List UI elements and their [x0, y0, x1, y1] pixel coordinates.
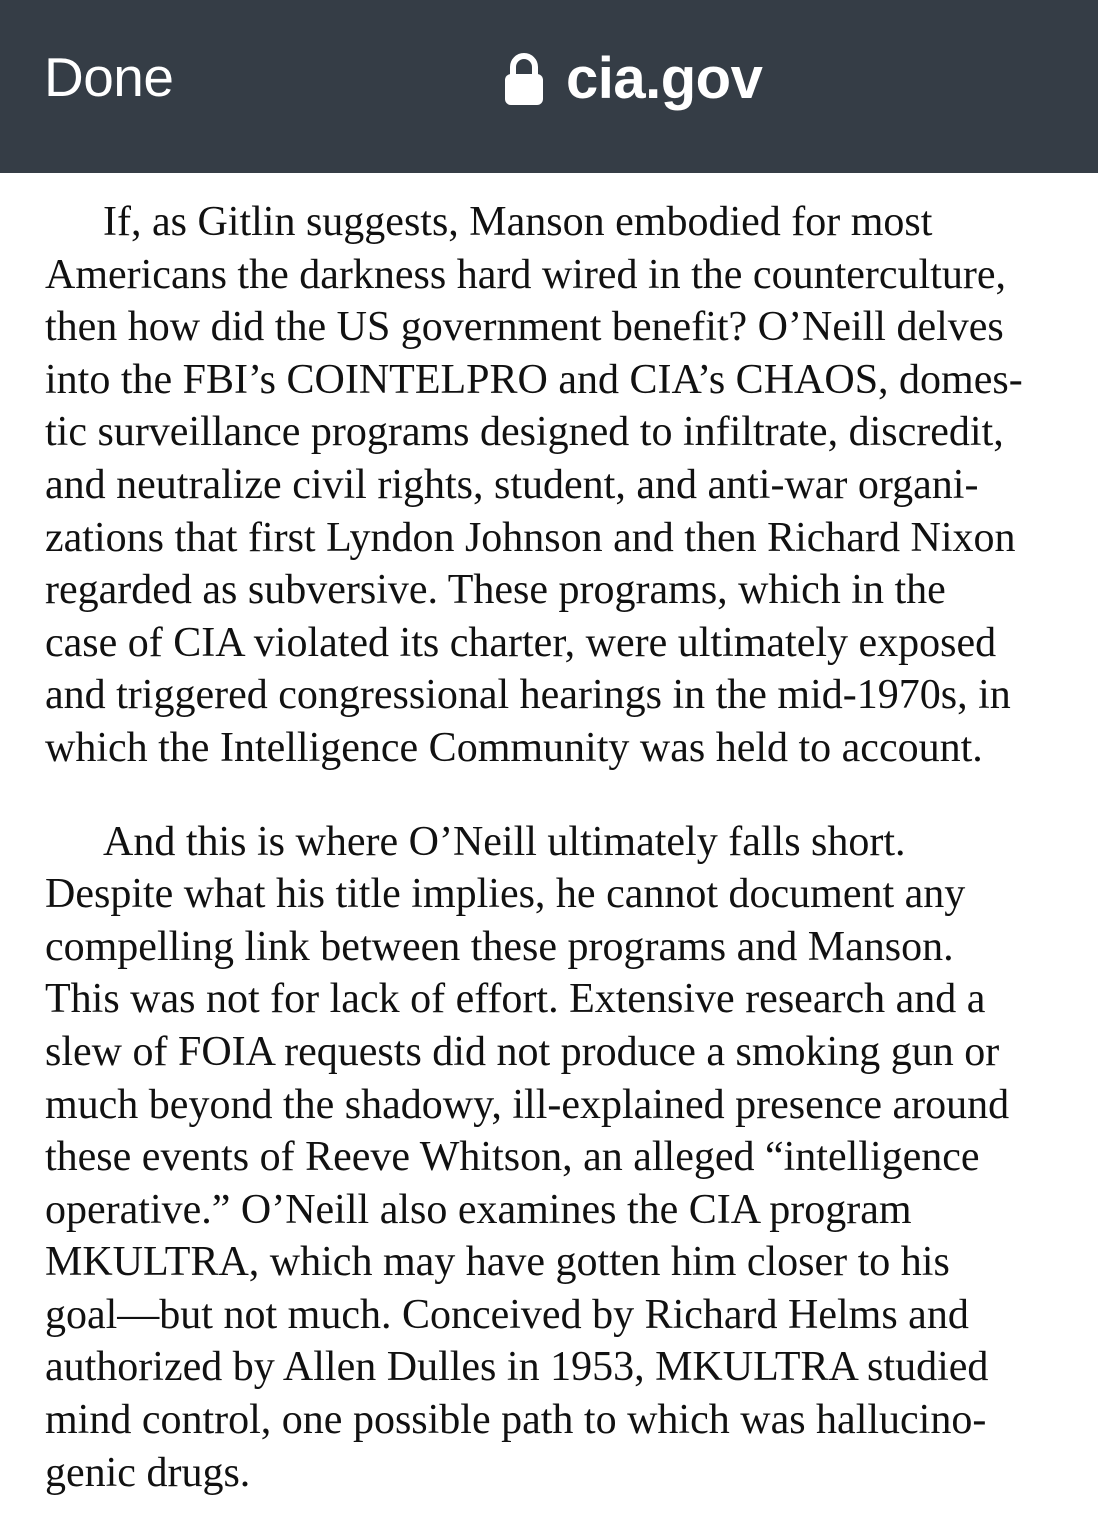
text-line: compelling link between these programs and Manson. — [45, 923, 954, 970]
text-line: then how did the US government benefit? O’Neill delves — [45, 304, 1004, 351]
text-line: and triggered congressional hearings in the mid-1970s, in — [45, 672, 1011, 719]
text-line: much beyond the shadowy, ill-explained presence around — [45, 1081, 1010, 1128]
text-line: This was not for lack of effort. Extensive research and a — [45, 976, 986, 1023]
done-button[interactable]: Done — [44, 46, 174, 108]
text-line: into the FBI’s COINTELPRO and CIA’s CHAOS, domes- — [45, 356, 1023, 403]
address-bar[interactable] — [504, 44, 762, 114]
text-line: Americans the darkness hard wired in the counterculture, — [45, 251, 1006, 298]
text-line: these events of Reeve Whitson, an alleged “intelligence — [45, 1134, 980, 1181]
url-domain: cia.gov — [566, 46, 763, 111]
article-body — [45, 196, 1065, 1499]
browser-toolbar — [0, 0, 1098, 173]
text-line: authorized by Allen Dulles in 1953, MKULTRA studied — [45, 1344, 989, 1391]
paragraph-1 — [45, 196, 1065, 775]
text-line: and neutralize civil rights, student, and anti-war organi- — [45, 461, 979, 508]
text-line: Despite what his title implies, he cannot document any — [45, 871, 966, 918]
lock-icon — [504, 52, 544, 106]
text-line: If, as Gitlin suggests, Manson embodied for most — [103, 199, 933, 245]
text-line: goal—but not much. Conceived by Richard Helms and — [45, 1291, 969, 1338]
text-line: operative.” O’Neill also examines the CIA program — [45, 1186, 912, 1233]
text-line: slew of FOIA requests did not produce a smoking gun or — [45, 1028, 1000, 1075]
text-line: mind control, one possible path to which was hallucino- — [45, 1397, 987, 1444]
text-line: tic surveillance programs designed to infiltrate, discredit, — [45, 409, 1004, 456]
text-line: regarded as subversive. These programs, which in the — [45, 567, 946, 614]
text-line: zations that first Lyndon Johnson and then Richard Nixon — [45, 514, 1016, 561]
text-line: And this is where O’Neill ultimately falls short. — [103, 818, 906, 865]
paragraph-2 — [45, 816, 1065, 1500]
text-line: which the Intelligence Community was held to account. — [45, 724, 983, 771]
text-line: MKULTRA, which may have gotten him closer to his — [45, 1239, 950, 1286]
text-line: case of CIA violated its charter, were ultimately exposed — [45, 619, 997, 666]
text-line: genic drugs. — [45, 1449, 251, 1496]
